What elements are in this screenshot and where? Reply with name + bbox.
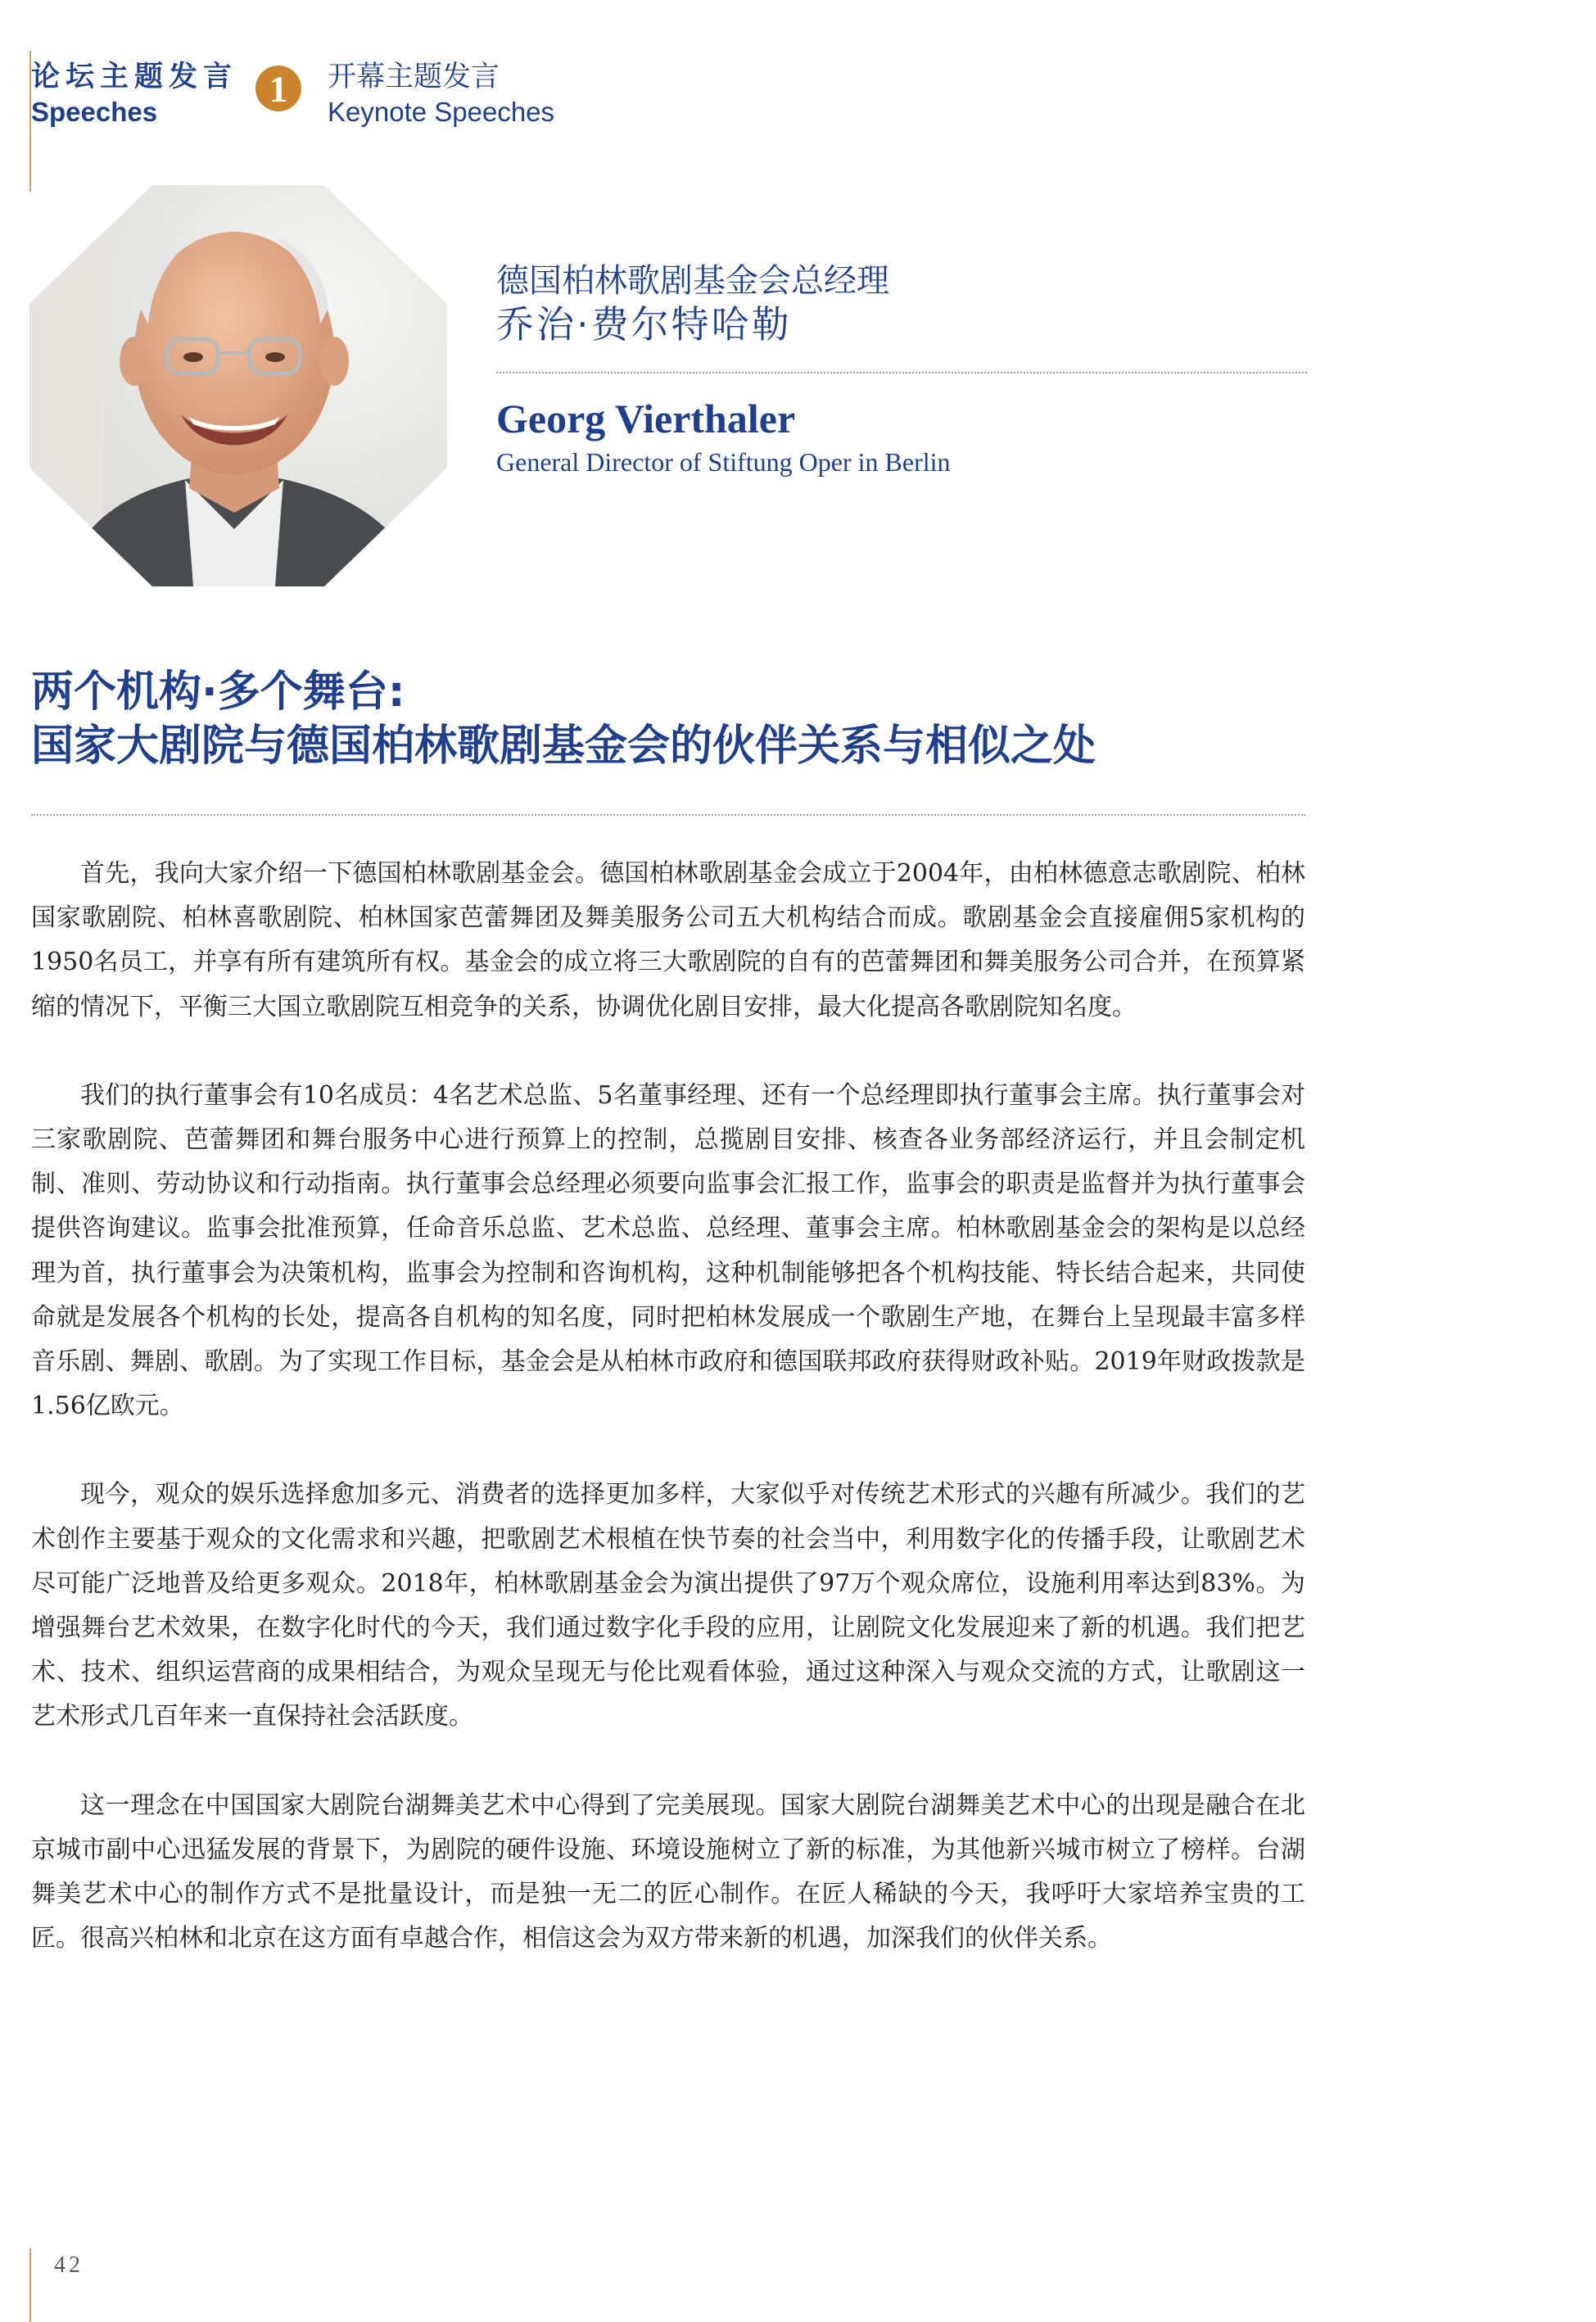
section-number-badge: 1 xyxy=(255,66,301,111)
footer-accent-line xyxy=(29,2248,31,2322)
speaker-role-en: General Director of Stiftung Oper in Berlin xyxy=(496,447,951,477)
article-body xyxy=(31,852,1305,2005)
speaker-divider xyxy=(496,372,1307,373)
speaker-role-cn: 德国柏林歌剧基金会总经理 xyxy=(496,262,889,300)
section-label xyxy=(31,59,237,129)
article-paragraph: 我们的执行董事会有10名成员：4名艺术总监、5名董事经理、还有一个总经理即执行董事会主席。执行董事会对三家歌剧院、芭蕾舞团和舞台服务中心进行预算上的控制，总揽剧目安排、核查各业务部经济运行，并且会制定机制、准则、劳动协议和行动指南。执行董事会总经理必须要向监事会汇报工作，监事会的职责是监督并为执行董事会提供咨询建议。监事会批准预算，任命音乐总监、艺术总监、总经理、董事会主席。柏林歌剧基金会的架构是以总经理为首，执行董事会为决策机构，监事会为控制和咨询机构，这种机制能够把各个机构技能、特长结合起来，共同使命就是发展各个机构的长处，提高各自机构的知名度，同时把柏林发展成一个歌剧生产地，在舞台上呈现最丰富多样音乐剧、舞剧、歌剧。为了实现工作目标，基金会是从柏林市政府和德国联邦政府获得财政补贴。2019年财政拨款是1.56亿欧元。 xyxy=(31,1080,1305,1421)
article-title-line1: 两个机构·多个舞台: xyxy=(31,668,405,717)
article-title xyxy=(31,665,1096,773)
article-paragraph: 这一理念在中国国家大剧院台湖舞美艺术中心得到了完美展现。国家大剧院台湖舞美艺术中心的出现是融合在北京城市副中心迅猛发展的背景下，为剧院的硬件设施、环境设施树立了新的标准，为其他新兴城市树立了榜样。台湖舞美艺术中心的制作方式不是批量设计，而是独一无二的匠心制作。在匠人稀缺的今天，我呼吁大家培养宝贵的工匠。很高兴柏林和北京在这方面有卓越合作，相信这会为双方带来新的机遇，加深我们的伙伴关系。 xyxy=(31,1790,1305,1953)
subsection-label xyxy=(328,59,554,129)
article-paragraph: 首先，我向大家介绍一下德国柏林歌剧基金会。德国柏林歌剧基金会成立于2004年，由柏林德意志歌剧院、柏林国家歌剧院、柏林喜歌剧院、柏林国家芭蕾舞团及舞美服务公司五大机构结合而成。歌剧基金会直接雇佣5家机构的1950名员工，并享有所有建筑所有权。基金会的成立将三大歌剧院的自有的芭蕾舞团和舞美服务公司合并，在预算紧缩的情况下，平衡三大国立歌剧院互相竞争的关系，协调优化剧目安排，最大化提高各歌剧院知名度。 xyxy=(31,859,1305,1021)
speaker-name-en: Georg Vierthaler xyxy=(496,396,796,441)
title-divider xyxy=(31,814,1305,816)
page-number: 42 xyxy=(54,2252,84,2278)
subsection-title-en: Keynote Speeches xyxy=(328,97,555,127)
speaker-name-cn: 乔治·费尔特哈勒 xyxy=(496,302,792,346)
section-title-en: Speeches xyxy=(31,97,158,127)
article-title-line2: 国家大剧院与德国柏林歌剧基金会的伙伴关系与相似之处 xyxy=(31,722,1096,771)
speaker-portrait xyxy=(29,185,447,586)
article-paragraph: 现今，观众的娱乐选择愈加多元、消费者的选择更加多样，大家似乎对传统艺术形式的兴趣有所减少。我们的艺术创作主要基于观众的文化需求和兴趣，把歌剧艺术根植在快节奏的社会当中，利用数字化的传播手段，让歌剧艺术尽可能广泛地普及给更多观众。2018年，柏林歌剧基金会为演出提供了97万个观众席位，设施利用率达到83%。为增强舞台艺术效果，在数字化时代的今天，我们通过数字化手段的应用，让剧院文化发展迎来了新的机遇。我们把艺术、技术、组织运营商的成果相结合，为观众呈现无与伦比观看体验，通过这种深入与观众交流的方式，让歌剧这一艺术形式几百年来一直保持社会活跃度。 xyxy=(31,1480,1305,1731)
section-title-cn: 论坛主题发言 xyxy=(31,61,238,93)
speaker-info xyxy=(496,260,1307,478)
subsection-title-cn: 开幕主题发言 xyxy=(328,61,500,93)
